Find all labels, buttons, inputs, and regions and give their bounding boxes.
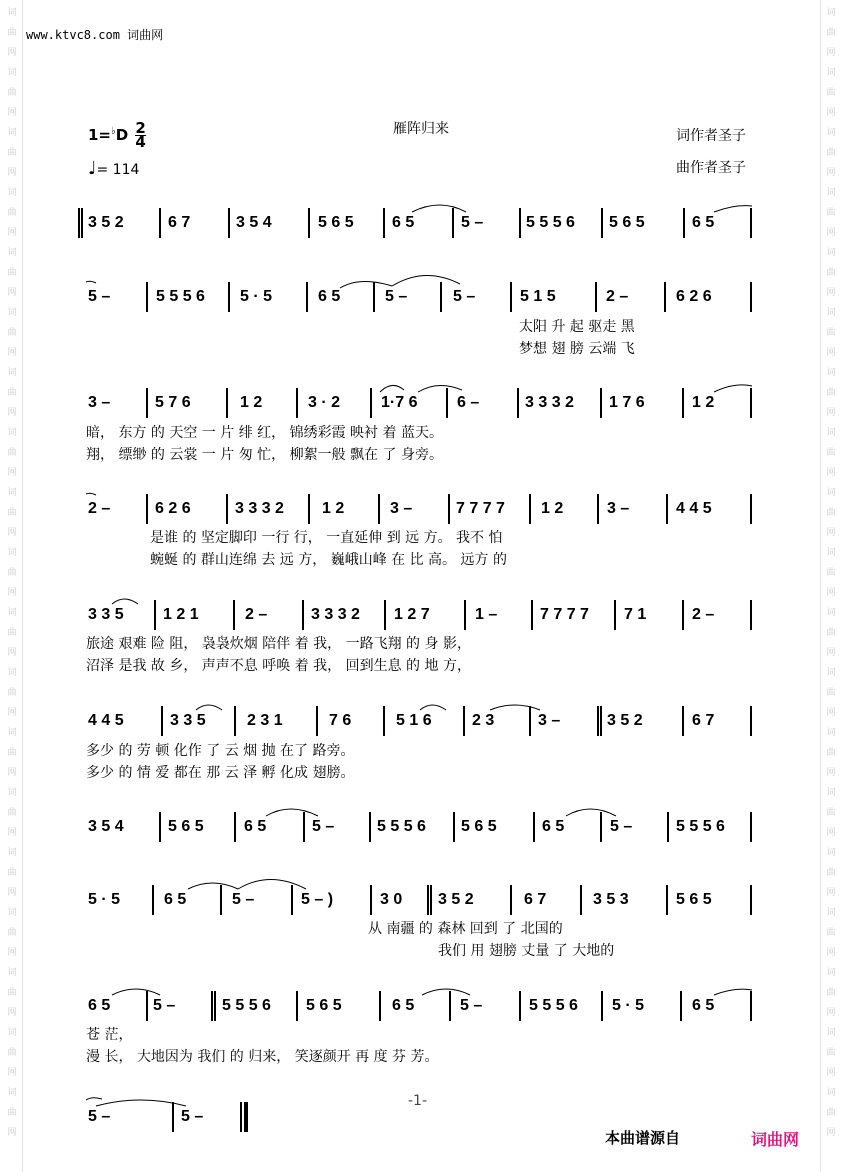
- watermark-glyph: 曲: [826, 328, 836, 338]
- measure: 5 6 5: [461, 818, 497, 835]
- watermark-glyph: 网: [7, 1068, 17, 1078]
- measure: 6 5: [164, 891, 187, 908]
- watermark-glyph: 词: [7, 428, 17, 438]
- measure: 5 –: [88, 288, 111, 305]
- lyric-line-6-verse-2: 多少 的 情 爱 都在 那 云 泽 孵 化成 翅膀。: [86, 765, 355, 781]
- measure: 3 –: [390, 500, 413, 517]
- measure: 7 6: [329, 712, 352, 729]
- watermark-glyph: 曲: [826, 508, 836, 518]
- tie: [412, 205, 466, 212]
- watermark-glyph: 曲: [826, 988, 836, 998]
- tie: [86, 1098, 102, 1100]
- measure: 7 7 7 7: [456, 500, 505, 517]
- measure: 1 2: [692, 394, 715, 411]
- watermark-glyph: 词: [7, 548, 17, 558]
- lyric-line-5-verse-2: 沼泽 是我 故 乡， 声声不息 呼唤 着 我， 回到生息 的 地 方，: [86, 658, 471, 674]
- watermark-glyph: 曲: [826, 808, 836, 818]
- measure: 5 · 5: [88, 891, 121, 908]
- composer-credit: 曲作者圣子: [676, 160, 746, 176]
- measure: 5 6 5: [609, 214, 645, 231]
- measure: 5 6 5: [318, 214, 354, 231]
- watermark-glyph: 词: [826, 8, 836, 18]
- watermark-glyph: 网: [826, 588, 836, 598]
- watermark-glyph: 网: [7, 768, 17, 778]
- watermark-glyph: 词: [7, 788, 17, 798]
- watermark-glyph: 曲: [7, 1048, 17, 1058]
- watermark-glyph: 曲: [7, 508, 17, 518]
- watermark-glyph: 曲: [826, 1108, 836, 1118]
- watermark-glyph: 曲: [7, 868, 17, 878]
- watermark-glyph: 网: [7, 828, 17, 838]
- watermark-glyph: 词: [826, 1088, 836, 1098]
- lyric-line-3-verse-1: 暗， 东方 的 天空 一 片 绯 红， 锦绣彩霞 映衬 着 蓝天。: [86, 425, 443, 441]
- measure: 3 5 2: [607, 712, 643, 729]
- tie: [340, 281, 392, 288]
- watermark-glyph: 网: [826, 768, 836, 778]
- measure: 5 5 5 6: [529, 997, 578, 1014]
- measure: 5 1 6: [396, 712, 432, 729]
- measure: 6 2 6: [676, 288, 712, 305]
- measure: 5 – ): [301, 891, 334, 908]
- watermark-glyph: 词: [7, 908, 17, 918]
- watermark-glyph: 词: [826, 848, 836, 858]
- measure: 5 –: [460, 997, 483, 1014]
- measure: 6 7: [168, 214, 191, 231]
- watermark-glyph: 词: [826, 68, 836, 78]
- watermark-glyph: 网: [7, 708, 17, 718]
- measure: 5 –: [181, 1108, 204, 1125]
- measure: 1 2 1: [163, 606, 199, 623]
- watermark-glyph: 曲: [826, 448, 836, 458]
- watermark-glyph: 曲: [7, 628, 17, 638]
- lyric-line-8-verse-2: 我们 用 翅膀 丈量 了 大地的: [438, 943, 615, 959]
- watermark-glyph: 网: [826, 648, 836, 658]
- measure: 5 –: [453, 288, 476, 305]
- tie: [112, 989, 160, 995]
- flat-icon: ♭: [111, 126, 116, 137]
- quarter-note-icon: ♩: [88, 158, 97, 179]
- tie: [188, 883, 238, 889]
- watermark-glyph: 词: [826, 668, 836, 678]
- measure: 3 3 3 2: [311, 606, 360, 623]
- measure: 3 3 3 2: [235, 500, 284, 517]
- watermark-glyph: 曲: [7, 928, 17, 938]
- slur: [112, 599, 138, 604]
- tie: [86, 281, 96, 283]
- watermark-glyph: 词: [7, 308, 17, 318]
- watermark-glyph: 曲: [7, 748, 17, 758]
- tie: [714, 206, 752, 212]
- watermark-glyph: 词: [826, 488, 836, 498]
- lyric-line-9-verse-1: 苍 茫，: [86, 1027, 133, 1043]
- key-label: 1=: [88, 126, 112, 144]
- watermark-glyph: 曲: [826, 268, 836, 278]
- watermark-glyph: 词: [826, 548, 836, 558]
- tie: [86, 493, 96, 495]
- tie: [96, 1100, 186, 1106]
- measure: 5 6 5: [676, 891, 712, 908]
- tie: [266, 809, 318, 816]
- measure: 3 3 5: [88, 606, 124, 623]
- watermark-glyph: 词: [7, 188, 17, 198]
- measure: 2 –: [606, 288, 629, 305]
- watermark-glyph: 网: [7, 588, 17, 598]
- measure: 6 5: [318, 288, 341, 305]
- watermark-glyph: 曲: [826, 1048, 836, 1058]
- measure: 1 7 6: [609, 394, 645, 411]
- watermark-glyph: 曲: [826, 28, 836, 38]
- watermark-glyph: 词: [7, 8, 17, 18]
- watermark-glyph: 曲: [7, 88, 17, 98]
- measure: 6 5: [244, 818, 267, 835]
- watermark-glyph: 网: [7, 228, 17, 238]
- watermark-glyph: 网: [7, 1008, 17, 1018]
- measure: 5 5 5 6: [222, 997, 271, 1014]
- tie: [238, 880, 306, 890]
- watermark-glyph: 词: [7, 1088, 17, 1098]
- tie: [566, 809, 616, 816]
- watermark-glyph: 词: [826, 1028, 836, 1038]
- measure: 5 5 5 6: [156, 288, 205, 305]
- measure: 5 –: [610, 818, 633, 835]
- watermark-glyph: 曲: [7, 688, 17, 698]
- watermark-glyph: 网: [7, 108, 17, 118]
- watermark-glyph: 词: [7, 848, 17, 858]
- lyric-line-8-verse-1: 从 南疆 的 森林 回到 了 北国的: [368, 921, 563, 937]
- measure: 6 2 6: [155, 500, 191, 517]
- watermark-glyph: 网: [7, 348, 17, 358]
- measure: 5 5 5 6: [526, 214, 575, 231]
- watermark-glyph: 词: [826, 428, 836, 438]
- watermark-glyph: 词: [826, 128, 836, 138]
- watermark-glyph: 网: [826, 288, 836, 298]
- measure: 1 2: [240, 394, 263, 411]
- watermark-glyph: 词: [826, 968, 836, 978]
- measure: 3 3 3 2: [525, 394, 574, 411]
- measure: 1 2: [541, 500, 564, 517]
- measure: 2 –: [692, 606, 715, 623]
- lyric-line-4-verse-2: 蜿蜒 的 群山连绵 去 远 方， 巍峨山峰 在 比 高。 远方 的: [150, 552, 507, 568]
- tie: [714, 385, 752, 392]
- watermark-glyph: 曲: [7, 568, 17, 578]
- watermark-glyph: 曲: [7, 988, 17, 998]
- watermark-glyph: 曲: [826, 748, 836, 758]
- watermark-glyph: 网: [826, 348, 836, 358]
- measure: 6 –: [457, 394, 480, 411]
- watermark-glyph: 网: [7, 888, 17, 898]
- watermark-glyph: 网: [826, 528, 836, 538]
- song-title: 雁阵归来: [393, 121, 449, 137]
- measure: 3 0: [380, 891, 403, 908]
- watermark-glyph: 网: [7, 408, 17, 418]
- watermark-glyph: 曲: [826, 928, 836, 938]
- watermark-glyph: 曲: [7, 148, 17, 158]
- watermark-glyph: 词: [7, 728, 17, 738]
- watermark-glyph: 网: [826, 1068, 836, 1078]
- lyric-line-2-verse-2: 梦想 翅 膀 云端 飞: [519, 341, 635, 357]
- measure: 3 5 3: [593, 891, 629, 908]
- watermark-glyph: 曲: [826, 628, 836, 638]
- lyric-line-3-verse-2: 翔， 缥缈 的 云裳 一 片 匆 忙， 柳絮一般 飘在 了 身旁。: [86, 447, 443, 463]
- watermark-glyph: 网: [826, 408, 836, 418]
- measure: 5 7 6: [155, 394, 191, 411]
- tempo-value: = 114: [96, 162, 140, 178]
- watermark-glyph: 网: [826, 228, 836, 238]
- measure: 5 5 5 6: [377, 818, 426, 835]
- measure: 5 · 5: [240, 288, 273, 305]
- measure: 5 –: [461, 214, 484, 231]
- watermark-glyph: 词: [826, 368, 836, 378]
- measure: 6 5: [692, 214, 715, 231]
- watermark-glyph: 词: [826, 248, 836, 258]
- lyric-line-4-verse-1: 是谁 的 坚定脚印 一行 行， 一直延伸 到 远 方。 我不 怕: [150, 530, 503, 546]
- measure: 6 5: [692, 997, 715, 1014]
- watermark-glyph: 词: [7, 368, 17, 378]
- slur: [420, 705, 446, 710]
- measure: 3 –: [538, 712, 561, 729]
- watermark-glyph: 词: [826, 188, 836, 198]
- tie: [392, 275, 460, 286]
- watermark-glyph: 网: [7, 528, 17, 538]
- time-bottom: 4: [135, 133, 146, 151]
- measure: 1 2 7: [394, 606, 430, 623]
- watermark-glyph: 词: [7, 488, 17, 498]
- watermark-glyph: 网: [826, 1008, 836, 1018]
- watermark-glyph: 词: [7, 668, 17, 678]
- measure: 1 2: [322, 500, 345, 517]
- watermark-glyph: 网: [826, 708, 836, 718]
- watermark-glyph: 网: [7, 468, 17, 478]
- measure: 2 3: [472, 712, 495, 729]
- measure: 3 5 4: [88, 818, 124, 835]
- lyric-line-9-verse-2: 漫 长， 大地因为 我们 的 归来， 笑逐颜开 再 度 芬 芳。: [86, 1049, 439, 1065]
- measure: 1 –: [475, 606, 498, 623]
- watermark-glyph: 词: [826, 788, 836, 798]
- watermark-glyph: 词: [7, 248, 17, 258]
- watermark-glyph: 网: [7, 288, 17, 298]
- page-number: -1-: [408, 1093, 428, 1109]
- measure: 3 · 2: [308, 394, 341, 411]
- watermark-glyph: 网: [7, 168, 17, 178]
- watermark-glyph: 曲: [7, 448, 17, 458]
- measure: 4 4 5: [676, 500, 712, 517]
- watermark-glyph: 网: [7, 48, 17, 58]
- watermark-glyph: 词: [7, 128, 17, 138]
- lyric-line-6-verse-1: 多少 的 劳 顿 化作 了 云 烟 抛 在了 路旁。: [86, 743, 355, 759]
- watermark-glyph: 曲: [7, 28, 17, 38]
- measure: 5 –: [153, 997, 176, 1014]
- watermark-glyph: 词: [826, 908, 836, 918]
- watermark-glyph: 网: [826, 48, 836, 58]
- watermark-glyph: 网: [826, 888, 836, 898]
- watermark-glyph: 网: [826, 948, 836, 958]
- measure: 3 5 2: [438, 891, 474, 908]
- measure: 5 –: [232, 891, 255, 908]
- measure: 3 5 2: [88, 214, 124, 231]
- watermark-glyph: 词: [7, 68, 17, 78]
- tie: [714, 989, 752, 995]
- measure: 6 7: [692, 712, 715, 729]
- tie: [418, 385, 462, 392]
- measure: 5 –: [312, 818, 335, 835]
- measure: 2 –: [88, 500, 111, 517]
- watermark-glyph: 曲: [826, 688, 836, 698]
- slur: [196, 705, 222, 710]
- measure: 5 1 5: [520, 288, 556, 305]
- measure: 3 3 5: [170, 712, 206, 729]
- measure: 6 5: [392, 997, 415, 1014]
- watermark-glyph: 曲: [7, 208, 17, 218]
- watermark-glyph: 词: [7, 608, 17, 618]
- watermark-glyph: 曲: [826, 388, 836, 398]
- watermark-glyph: 网: [826, 108, 836, 118]
- measure: 3 5 4: [236, 214, 272, 231]
- watermark-glyph: 曲: [7, 808, 17, 818]
- measure: 5 · 5: [612, 997, 645, 1014]
- measure: 1·7 6: [381, 394, 418, 411]
- watermark-glyph: 网: [826, 1128, 836, 1138]
- tie: [422, 989, 470, 995]
- watermark-glyph: 曲: [826, 208, 836, 218]
- measure: 6 5: [392, 214, 415, 231]
- slur: [380, 385, 404, 392]
- measure: 5 –: [88, 1108, 111, 1125]
- watermark-glyph: 词: [7, 1028, 17, 1038]
- measure: 5 –: [385, 288, 408, 305]
- measure: 6 5: [542, 818, 565, 835]
- measure: 4 4 5: [88, 712, 124, 729]
- measure: 5 5 5 6: [676, 818, 725, 835]
- measure: 3 –: [88, 394, 111, 411]
- watermark-glyph: 曲: [826, 88, 836, 98]
- watermark-glyph: 曲: [7, 1108, 17, 1118]
- watermark-glyph: 曲: [7, 388, 17, 398]
- source-brand-logo[interactable]: 词曲网: [751, 1130, 800, 1149]
- watermark-glyph: 词: [826, 728, 836, 738]
- measure: 6 7: [524, 891, 547, 908]
- watermark-glyph: 词: [826, 308, 836, 318]
- lyricist-credit: 词作者圣子: [676, 128, 746, 144]
- watermark-glyph: 曲: [7, 268, 17, 278]
- watermark-glyph: 曲: [7, 328, 17, 338]
- time-top: 2: [135, 119, 146, 137]
- measure: 7 7 7 7: [540, 606, 589, 623]
- watermark-glyph: 词: [826, 608, 836, 618]
- source-label: 本曲谱源自: [605, 1129, 681, 1147]
- watermark-glyph: 曲: [826, 868, 836, 878]
- key-note: D: [115, 126, 129, 144]
- watermark-glyph: 网: [826, 168, 836, 178]
- watermark-glyph: 曲: [826, 148, 836, 158]
- measure: 6 5: [88, 997, 111, 1014]
- watermark-glyph: 曲: [826, 568, 836, 578]
- measure: 7 1: [624, 606, 647, 623]
- measure: 2 3 1: [247, 712, 283, 729]
- watermark-glyph: 词: [7, 968, 17, 978]
- tie: [490, 705, 540, 710]
- watermark-glyph: 网: [826, 828, 836, 838]
- measure: 5 6 5: [306, 997, 342, 1014]
- measure: 3 –: [607, 500, 630, 517]
- measure: 5 6 5: [168, 818, 204, 835]
- site-url[interactable]: www.ktvc8.com 词曲网: [26, 28, 164, 42]
- watermark-glyph: 网: [7, 948, 17, 958]
- watermark-glyph: 网: [7, 1128, 17, 1138]
- lyric-line-2-verse-1: 太阳 升 起 驱走 黑: [519, 319, 635, 335]
- watermark-glyph: 网: [826, 468, 836, 478]
- watermark-glyph: 网: [7, 648, 17, 658]
- measure: 2 –: [245, 606, 268, 623]
- lyric-line-5-verse-1: 旅途 艰难 险 阻， 袅袅炊烟 陪伴 着 我， 一路飞翔 的 身 影，: [86, 636, 471, 652]
